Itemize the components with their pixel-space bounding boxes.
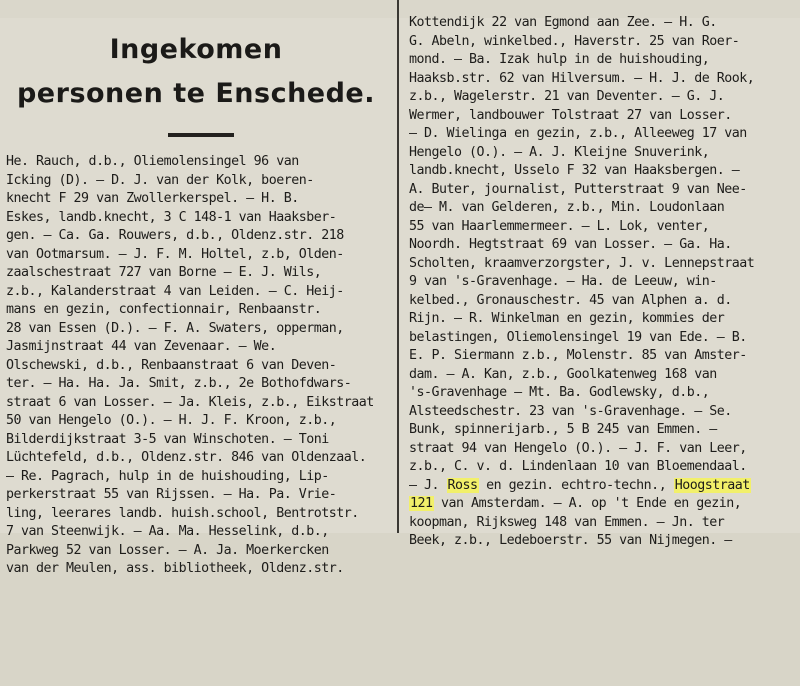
text-line: Bilderdijkstraat 3-5 van Winschoten. — Toni [6, 431, 329, 447]
text-line: Bunk, spinnerijarb., 5 B 245 van Emmen. — [409, 422, 717, 437]
highlighted-name: Ross [447, 477, 478, 493]
text-line: E. P. Siermann z.b., Molenstr. 85 van Amster- [409, 348, 747, 363]
text-line: kelbed., Gronauschestr. 45 van Alphen a. d. [409, 292, 732, 308]
headline-line-1: Ingekomen [109, 34, 283, 65]
line-prefix: — J. [409, 477, 447, 493]
article-headline [0, 28, 392, 116]
text-line: zaalschestraat 727 van Borne — E. J. Wils, [6, 265, 322, 280]
headline-line-2: personen te Enschede. [16, 78, 376, 109]
text-line: knecht F 29 van Zwollerkerspel. — H. B. [6, 191, 299, 206]
text-line: 9 van 's-Gravenhage. — Ha. de Leeuw, win- [409, 274, 717, 289]
text-line: 55 van Haarlemmermeer. — L. Lok, venter, [409, 218, 710, 234]
text-line-highlighted [409, 495, 800, 514]
text-line: 7 van Steenwijk. — Aa. Ma. Hesselink, d.b., [6, 524, 329, 539]
text-line: He. Rauch, d.b., Oliemolensingel 96 van [6, 154, 299, 169]
text-line: G. Abeln, winkelbed., Haverstr. 25 van Roer- [409, 33, 740, 49]
text-line: mond. — Ba. Izak hulp in de huishouding, [409, 52, 710, 67]
text-line: gen. — Ca. Ga. Rouwers, d.b., Oldenz.str. 218 [6, 228, 344, 243]
text-line: Alsteedschestr. 23 van 's-Gravenhage. — Se. [409, 403, 732, 419]
left-column [6, 153, 396, 686]
text-line: Wermer, landbouwer Tolstraat 27 van Losser. [409, 107, 732, 123]
text-line: 28 van Essen (D.). — F. A. Swaters, opperman, [6, 320, 344, 336]
headline-rule [168, 133, 234, 137]
text-line: straat 6 van Losser. — Ja. Kleis, z.b., Eikstraat [6, 394, 374, 410]
text-line: Icking (D). — D. J. van der Kolk, boeren- [6, 172, 314, 188]
text-line: Parkweg 52 van Losser. — A. Ja. Moerkercken [6, 542, 329, 558]
text-line: belastingen, Oliemolensingel 19 van Ede. — B. [409, 329, 747, 345]
text-line: koopman, Rijksweg 148 van Emmen. — Jn. ter [409, 514, 725, 530]
text-line: z.b., Kalanderstraat 4 van Leiden. — C. Heij- [6, 283, 344, 299]
text-line: ling, leerares landb. huish.school, Bentrotstr. [6, 505, 359, 521]
text-line: straat 94 van Hengelo (O.). — J. F. van Leer, [409, 440, 747, 456]
text-line: z.b., C. v. d. Lindenlaan 10 van Bloemendaal. [409, 459, 747, 474]
text-line: van der Meulen, ass. bibliotheek, Oldenz.str. [6, 561, 344, 576]
text-line: Beek, z.b., Ledeboerstr. 55 van Nijmegen. — [409, 533, 732, 547]
text-line: mans en gezin, confectionnair, Renbaanstr. [6, 302, 322, 317]
line-middle: en gezin. echtro-techn., [478, 477, 674, 493]
text-line: landb.knecht, Usselo F 32 van Haaksbergen. — [409, 163, 740, 178]
column-divider [397, 0, 399, 533]
text-line: z.b., Wagelerstr. 21 van Deventer. — G. J. [409, 89, 725, 104]
text-line: Rijn. — R. Winkelman en gezin, kommies der [409, 311, 725, 326]
text-line: Noordh. Hegtstraat 69 van Losser. — Ga. Ha. [409, 237, 732, 252]
text-line: 's-Gravenhage — Mt. Ba. Godlewsky, d.b., [409, 385, 710, 400]
text-line: Lüchtefeld, d.b., Oldenz.str. 846 van Oldenzaal. [6, 450, 367, 465]
highlighted-street: Hoogstraat [674, 477, 750, 493]
text-line: Haaksb.str. 62 van Hilversum. — H. J. de Rook, [409, 70, 755, 86]
text-line: ter. — Ha. Ha. Ja. Smit, z.b., 2e Bothofdwars- [6, 376, 352, 391]
text-line: — D. Wielinga en gezin, z.b., Alleeweg 17 van [409, 126, 747, 141]
text-line: Jasmijnstraat 44 van Zevenaar. — We. [6, 339, 277, 354]
text-line-highlighted [409, 477, 800, 496]
text-line: Scholten, kraamverzorgster, J. v. Lennepstraat [409, 255, 755, 271]
text-line: — Re. Pagrach, hulp in de huishouding, Lip- [6, 468, 329, 484]
highlighted-house-number: 121 [410, 496, 433, 511]
text-line: dam. — A. Kan, z.b., Goolkatenweg 168 van [409, 366, 717, 382]
text-line: A. Buter, journalist, Putterstraat 9 van Nee- [409, 181, 747, 197]
text-line: Eskes, landb.knecht, 3 C 148-1 van Haaksber- [6, 209, 337, 225]
text-line: Hengelo (O.). — A. J. Kleijne Snuverink, [409, 144, 710, 160]
text-line: de— M. van Gelderen, z.b., Min. Loudonlaan [409, 200, 725, 215]
text-line: Kottendijk 22 van Egmond aan Zee. — H. G. [409, 15, 717, 30]
text-line: Olschewski, d.b., Renbaanstraat 6 van Deven- [6, 357, 337, 373]
line-rest: van Amsterdam. — A. op 't Ende en gezin, [433, 496, 742, 511]
text-line: van Ootmarsum. — J. F. M. Holtel, z.b, Olden- [6, 246, 344, 262]
text-line: perkerstraat 55 van Rijssen. — Ha. Pa. Vrie- [6, 487, 337, 502]
text-line: 50 van Hengelo (O.). — H. J. F. Kroon, z.b., [6, 413, 337, 428]
right-column [409, 14, 800, 547]
